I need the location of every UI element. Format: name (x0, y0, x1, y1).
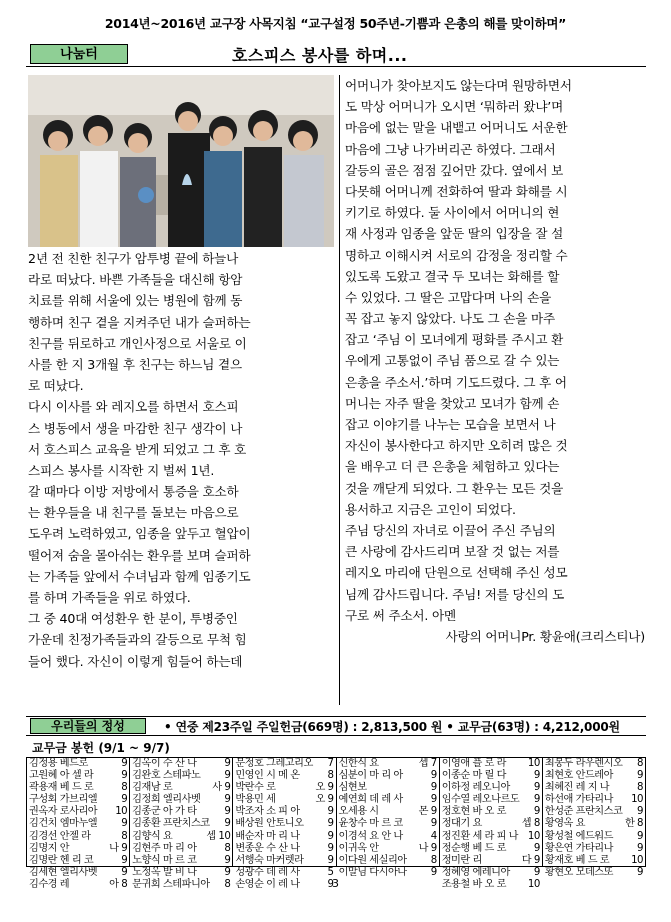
donor-amount: 9 (637, 866, 644, 878)
donor-row (29, 831, 127, 843)
donor-name: 하선애 가타리나 (544, 794, 613, 806)
donor-name: 오세용 시 (338, 806, 379, 818)
donor-name: 정미란 리 (441, 854, 482, 866)
donor-name: 노향식 마 르 코 (132, 854, 197, 866)
text-line: 마음에 그냥 나가버리곤 하였다. 그래서 (345, 141, 556, 157)
donor-amount: 4 (430, 830, 437, 842)
donor-name: 이종순 마 릴 다 (441, 770, 506, 782)
donor-name: 김재남 로 (132, 782, 173, 794)
text-line: 라로 떠났다. 바쁜 가족들을 대신해 항암 (28, 272, 243, 288)
donor-name: 황현오 모데스또 (544, 866, 613, 878)
donor-name: 황영옥 요 (544, 818, 585, 830)
donor-row (29, 758, 127, 770)
donor-name: 최현호 안드레아 (544, 770, 613, 782)
donor-row (29, 794, 127, 806)
text-line: 것을 깨닫게 되었다. 그 환우는 모든 것을 (345, 480, 564, 496)
donor-name: 정진환 세 라 피 나 (441, 830, 519, 842)
text-line: 갈등의 골은 점점 깊어만 갔다. 옆에서 보 (345, 162, 564, 178)
donor-amount: 9 (121, 794, 128, 806)
donor-row (29, 843, 127, 855)
donor-amount: 9 (430, 818, 437, 830)
donor-name: 심분이 마 리 아 (338, 770, 403, 782)
donor-amount: 8 (224, 842, 231, 854)
donor-row (29, 855, 127, 867)
donor-name: 예연희 데 레 사 (338, 794, 403, 806)
donor-name: 성광수 데 레 사 (235, 866, 300, 878)
text-line: 머니는 자주 딸을 찾았고 모녀가 함께 손 (345, 395, 560, 411)
donor-column (233, 758, 336, 890)
donor-name: 황은연 가타리나 (544, 842, 613, 854)
donor-amount: 8 (121, 830, 128, 842)
section-tag: 나눔터 (30, 44, 128, 64)
text-line: 다못해 어머니께 전화하여 딸과 화해를 시 (345, 183, 568, 199)
donor-name: 배순자 마 리 나 (235, 830, 300, 842)
article-title: 호스피스 봉사를 하며... (232, 46, 408, 65)
donor-row (132, 782, 230, 794)
text-line: 잡고 이야기를 나누는 모습을 보면서 나 (345, 417, 556, 432)
donor-amount: 10 (527, 830, 540, 842)
donor-row (132, 770, 230, 782)
donor-amount: 8 (121, 782, 128, 794)
donor-name: 김세현 엘리사벳 (29, 866, 98, 878)
donor-row (442, 855, 540, 867)
text-line: 명하고 이해시켜 서로의 감정을 정리할 수 (345, 247, 568, 263)
donor-amount: 9 (533, 770, 540, 782)
donor-row (442, 831, 540, 843)
text-line: 행하며 친구 곁을 지켜주던 내가 슬퍼하는 (28, 314, 251, 330)
donor-amount: 9 (121, 758, 128, 769)
donor-amount: 9 (121, 818, 128, 830)
text-line: 자신이 봉사한다고 하지만 오히려 많은 것 (345, 438, 568, 454)
donor-row (339, 782, 437, 794)
donor-row (339, 770, 437, 782)
donor-name: 김완호 스테파노 (132, 770, 201, 782)
donor-amount: 9 (224, 818, 231, 830)
donor-name: 신한식 요 (338, 758, 379, 769)
donor-amount: 10 (631, 854, 644, 866)
donor-amount: 9 (224, 854, 231, 866)
donor-amount: 9 (533, 866, 540, 878)
page-number: 3 (332, 877, 339, 890)
donor-amount: 나 9 (418, 842, 437, 854)
text-line: 도 막상 어머니가 오시면 ‘뭐하러 왔냐’며 (345, 99, 564, 115)
donor-name: 임수열 레오나르도 (441, 794, 520, 806)
text-line: 스피스 봉사를 시작한 지 벌써 1년. (28, 462, 215, 478)
donor-row (29, 806, 127, 818)
donor-row (235, 831, 333, 843)
text-line: 님께 감사드립니다. 주님! 저를 당신의 도 (345, 586, 565, 602)
donor-name: 고원혜 아 셀 라 (29, 770, 94, 782)
donor-name: 정혜영 에레니아 (441, 866, 510, 878)
donor-amount: 9 (430, 770, 437, 782)
donor-name: 구성회 가브리엘 (29, 794, 98, 806)
donor-column (130, 758, 233, 890)
donor-row (235, 770, 333, 782)
text-line: 서 호스피스 교육을 받게 되었고 그 후 호 (28, 441, 247, 457)
donor-row (339, 818, 437, 830)
donor-amount: 9 (327, 842, 334, 854)
donor-row (29, 818, 127, 830)
text-line: 은총을 주소서.’하며 기도드렸다. 그 후 어 (345, 374, 567, 390)
donor-row (235, 758, 333, 770)
donor-column (543, 758, 645, 878)
donor-amount: 9 (224, 770, 231, 782)
donor-row (235, 818, 333, 830)
text-line: 가운데 친정가족들과의 갈등으로 무척 힘 (28, 632, 247, 648)
text-line: 잡고 ‘주님 이 모녀에게 평화를 주시고 환 (345, 332, 564, 348)
donor-name: 황성철 에드워드 (544, 830, 613, 842)
donor-amount: 9 (121, 866, 128, 878)
text-line: 는 가족들 앞에서 수녀님과 함께 임종기도 (28, 568, 251, 584)
donor-name: 조용철 바 오 로 (441, 878, 506, 890)
donor-name: 황재호 베 드 로 (544, 854, 610, 866)
donor-row (132, 855, 230, 867)
text-line: 구로 써 주소서. 아멘 (345, 607, 456, 623)
donor-row (545, 806, 643, 818)
donor-amount: 오 9 (315, 782, 334, 794)
donor-row (339, 794, 437, 806)
group-photo-illustration (28, 75, 334, 247)
donor-row (132, 843, 230, 855)
donor-row (545, 758, 643, 770)
donor-name: 노정옥 발 비 나 (132, 866, 197, 878)
donor-row (235, 782, 333, 794)
text-line: 사를 한 지 3개월 후 친구는 하느님 곁으 (28, 356, 242, 372)
donor-amount: 9 (637, 830, 644, 842)
donor-amount: 9 (121, 854, 128, 866)
donor-name: 서행숙 마커렛라 (235, 854, 304, 866)
donor-name: 박조자 소 피 아 (235, 806, 300, 818)
donor-name: 이하정 레오니아 (441, 782, 510, 794)
text-line: 용서하고 지금은 고인이 되었다. (345, 501, 516, 517)
donor-name: 심현보 (338, 782, 367, 794)
text-line: 로 떠났다. (28, 378, 84, 394)
text-line: 스 병동에서 생을 마감한 친구 생각이 나 (28, 420, 243, 436)
donor-name: 최봉두 라우렌시오 (544, 758, 623, 769)
donor-row (545, 770, 643, 782)
donor-name: 이경석 요 안 나 (338, 830, 403, 842)
donor-amount: 9 (430, 782, 437, 794)
donor-name: 김향식 요 (132, 830, 173, 842)
donor-name: 이다원 세실리아 (338, 854, 407, 866)
donor-amount: 9 (121, 770, 128, 782)
donor-amount: 5 (327, 866, 334, 878)
donor-amount: 9 (224, 866, 231, 878)
donor-name: 박란수 로 (235, 782, 276, 794)
donor-amount: 10 (527, 878, 540, 890)
offering-tag: 우리들의 정성 (30, 718, 146, 734)
donor-row (545, 831, 643, 843)
text-line: 도우려 노력하였고, 임종을 앞두고 혈압이 (28, 526, 251, 542)
donor-amount: 9 (533, 794, 540, 806)
donor-row (442, 818, 540, 830)
author-signature: 사랑의 어머니Pr. 황윤애(크리스티나) (445, 628, 645, 644)
donor-list-title: 교무금 봉헌 (9/1 ~ 9/7) (32, 741, 170, 755)
donor-amount: 7 (327, 758, 334, 769)
donor-name: 김수경 레 (29, 878, 70, 890)
donor-name: 김정희 엘리사벳 (132, 794, 201, 806)
column-divider (339, 75, 340, 705)
donor-row (132, 794, 230, 806)
donor-row (235, 843, 333, 855)
donor-row (235, 806, 333, 818)
donor-name: 정호현 바 오 로 (441, 806, 506, 818)
donor-amount: 10 (631, 794, 644, 806)
donor-amount: 몬 9 (418, 806, 437, 818)
donor-row (545, 855, 643, 867)
donor-amount: 9 (224, 758, 231, 769)
text-line: 들어 했다. 자신이 이렇게 힘들어 하는데 (28, 653, 243, 669)
donor-amount: 사 9 (212, 782, 231, 794)
donor-name: 문귀희 스테파니아 (132, 878, 210, 890)
donor-name: 김종군 아 가 타 (132, 806, 197, 818)
donor-name: 김옥이 수 산 나 (132, 758, 197, 769)
donor-amount: 셉 7 (418, 758, 437, 769)
donor-row (545, 818, 643, 830)
donor-row (132, 831, 230, 843)
donor-row (339, 831, 437, 843)
donor-name: 김건치 엠마누엘 (29, 818, 98, 830)
donor-name: 곽용재 베 드 로 (29, 782, 94, 794)
donor-amount: 8 (637, 758, 644, 769)
donor-amount: 8 (430, 854, 437, 866)
text-line: 꼭 잡고 놓지 않았다. 나도 그 손을 마주 (345, 311, 555, 327)
text-line: 레지오 마리애 단원으로 선택해 주신 성모 (345, 565, 568, 581)
donor-name: 이영애 플 로 라 (441, 758, 506, 769)
donor-name: 박용민 세 (235, 794, 276, 806)
donor-amount: 셉 8 (521, 818, 540, 830)
donor-row (545, 843, 643, 855)
donor-column (440, 758, 543, 890)
donor-name: 김정용 베드로 (29, 758, 88, 769)
text-line: 는 환우들을 내 친구를 돌보는 마음으로 (28, 505, 239, 521)
donor-row (132, 758, 230, 770)
donor-row (339, 806, 437, 818)
donor-amount: 한 8 (624, 818, 644, 830)
donor-row (339, 758, 437, 770)
donor-row (235, 855, 333, 867)
text-line: 재 사정과 임종을 앞둔 딸의 입장을 잘 설 (345, 226, 564, 242)
donor-amount: 8 (637, 782, 644, 794)
donor-row (29, 770, 127, 782)
text-line: 친구를 뒤로하고 개인사정으로 서울로 이 (28, 335, 247, 351)
text-line: 그 중 40대 여성환우 한 분이, 투병중인 (28, 611, 238, 627)
donor-name: 윤창수 마 르 코 (338, 818, 403, 830)
donor-amount: 8 (327, 770, 334, 782)
donor-name: 배상원 안토니오 (235, 818, 304, 830)
donor-amount: 9 (637, 842, 644, 854)
donor-table (26, 757, 646, 890)
text-line: 어머니가 찾아보지도 않는다며 원망하면서 (345, 78, 572, 93)
donor-amount: 셉 10 (206, 830, 231, 842)
donor-row (545, 782, 643, 794)
donor-amount: 9 (327, 854, 334, 866)
donor-name: 변종운 수 산 나 (235, 842, 300, 854)
donor-column (27, 758, 130, 890)
donor-row (545, 794, 643, 806)
text-line: 를 하며 가족들을 위로 하였다. (28, 590, 191, 605)
donor-row (339, 855, 437, 867)
donor-row (442, 843, 540, 855)
donor-name: 손영순 이 레 나 (235, 878, 300, 890)
donor-name: 김명란 헨 리 코 (29, 854, 94, 866)
article-left-column (28, 248, 334, 672)
group-photo (28, 75, 334, 247)
donor-name: 권옥자 로사리아 (29, 806, 98, 818)
donor-row (442, 806, 540, 818)
donor-amount: 8 (224, 878, 231, 890)
text-line: 주님 당신의 자녀로 이끌어 주신 주님의 (345, 522, 556, 538)
donor-row (132, 806, 230, 818)
donor-amount: 10 (527, 758, 540, 769)
text-line: 마음에 없는 말을 내뱉고 어머니도 서운한 (345, 120, 568, 136)
donor-row (235, 794, 333, 806)
donor-amount: 9 (224, 794, 231, 806)
donor-amount: 9 (637, 770, 644, 782)
donor-amount: 나 9 (109, 842, 128, 854)
donor-row (442, 770, 540, 782)
donor-name: 한성준 프란치스코 (544, 806, 623, 818)
text-line: 치료를 위해 서울에 있는 병원에 함께 동 (28, 293, 243, 309)
text-line: 우에게 고통없이 주님 품으로 갈 수 있는 (345, 353, 560, 369)
donor-row (442, 758, 540, 770)
donor-amount: 9 (327, 878, 334, 890)
donor-row (132, 818, 230, 830)
donor-amount: 10 (115, 806, 128, 818)
page-header: 2014년~2016년 교구장 사목지침 “교구설정 50주년-기쁨과 은총의 해를 맞이하며” (104, 16, 567, 31)
text-line: 갈 때마다 이방 저방에서 통증을 호소하 (28, 484, 239, 500)
donor-amount: 다 9 (521, 854, 540, 866)
article-right-column (345, 75, 645, 647)
text-line: 다시 이사를 와 레지오를 하면서 호스피 (28, 399, 239, 415)
donor-amount: 9 (327, 806, 334, 818)
header-divider (26, 66, 646, 67)
donor-column (337, 758, 440, 878)
donor-name: 이귀옥 안 (338, 842, 379, 854)
donor-amount: 9 (224, 806, 231, 818)
donor-amount: 9 (533, 782, 540, 794)
donor-amount: 9 (637, 806, 644, 818)
text-line: 떨어져 숨을 몰아쉬는 환우를 보며 슬퍼하 (28, 547, 251, 563)
donor-row (339, 843, 437, 855)
text-line: 있도록 도왔고 결국 두 모녀는 화해를 할 (345, 268, 560, 284)
donor-name: 최혜진 레 지 나 (544, 782, 610, 794)
donor-amount: 9 (430, 866, 437, 878)
donor-amount: 아 8 (109, 878, 128, 890)
donor-row (29, 782, 127, 794)
donor-amount: 9 (430, 794, 437, 806)
donor-name: 민영인 시 메 온 (235, 770, 300, 782)
donor-amount: 9 (327, 830, 334, 842)
donor-name: 김경선 안젤 라 (29, 830, 91, 842)
donor-name: 문정호 그레고리오 (235, 758, 313, 769)
donor-amount: 9 (533, 842, 540, 854)
donor-amount: 9 (327, 818, 334, 830)
text-line: 큰 사랑에 감사드리며 보잘 것 없는 저를 (345, 544, 560, 560)
donor-amount: 오 9 (315, 794, 334, 806)
donor-name: 정순행 베 드 로 (441, 842, 506, 854)
donor-row (442, 782, 540, 794)
donor-name: 이말님 다시아나 (338, 866, 407, 878)
donor-name: 정대기 요 (441, 818, 482, 830)
donor-amount: 9 (533, 806, 540, 818)
text-line: 을 배우고 더 큰 은총을 체험하고 있다는 (345, 459, 560, 475)
donor-name: 김현주 마 리 아 (132, 842, 197, 854)
donor-name: 김종환 프란치스코 (132, 818, 210, 830)
offering-summary: • 연중 제23주일 주일헌금(669명) : 2,813,500 원 • 교무금(63명) : 4,212,000원 (164, 720, 620, 734)
donor-row (442, 794, 540, 806)
text-line: 2년 전 친한 친구가 암투병 끝에 하늘나 (28, 251, 239, 266)
donor-name: 김명지 안 (29, 842, 70, 854)
text-line: 키기로 하였다. 둘 사이에서 어머니의 현 (345, 205, 560, 221)
text-line: 수 있었다. 그 딸은 고맙다며 나의 손을 (345, 289, 552, 305)
